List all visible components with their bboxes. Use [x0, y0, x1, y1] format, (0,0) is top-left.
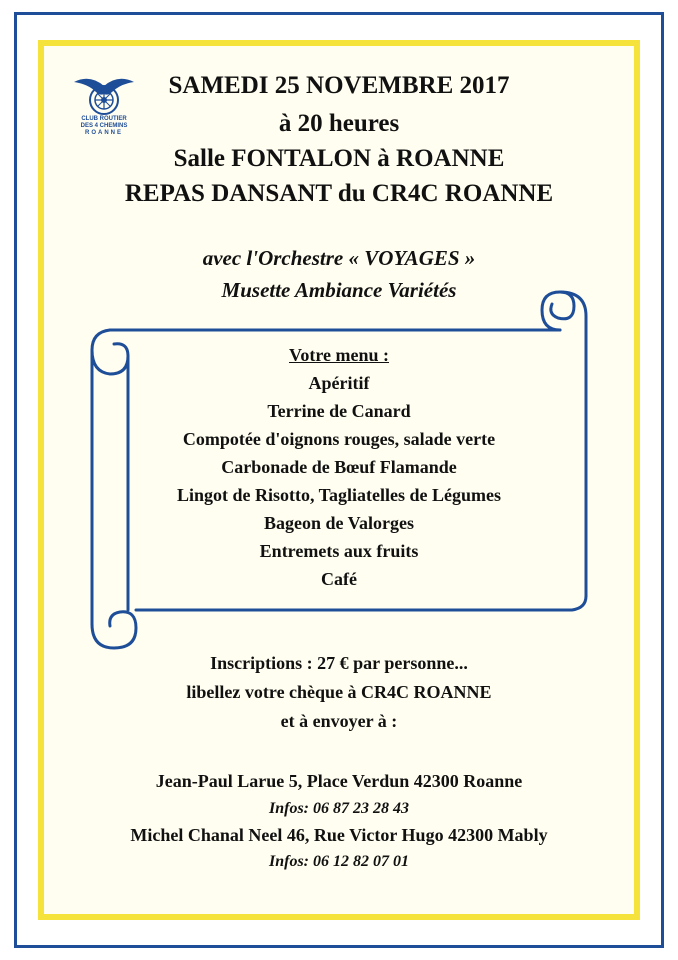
contact-address: Michel Chanal Neel 46, Rue Victor Hugo 42300 Mably: [130, 825, 548, 845]
band-name: avec l'Orchestre « VOYAGES »: [202, 246, 476, 270]
logo-text-line3: ROANNE: [84, 130, 123, 136]
event-time: à 20 heures: [278, 110, 400, 137]
menu-item: Café: [321, 569, 357, 589]
band-styles: Musette Ambiance Variétés: [221, 278, 457, 302]
logo-text-line1: CLUB ROUTIER: [81, 116, 127, 122]
menu-item: Bageon de Valorges: [263, 513, 414, 533]
event-title: REPAS DANSANT du CR4C ROANNE: [124, 180, 554, 207]
menu-title: Votre menu :: [289, 345, 389, 365]
event-venue: Salle FONTALON à ROANNE: [173, 145, 505, 172]
menu-item: Terrine de Canard: [267, 401, 411, 421]
registration-send: et à envoyer à :: [280, 711, 398, 731]
registration-cheque: libellez votre chèque à CR4C ROANNE: [186, 682, 492, 702]
menu-item: Entremets aux fruits: [259, 541, 419, 561]
menu-item: Carbonade de Bœuf Flamande: [221, 457, 457, 477]
contact-phone: Infos: 06 12 82 07 01: [268, 853, 409, 870]
contact-phone: Infos: 06 87 23 28 43: [268, 800, 409, 817]
logo-text-line2: DES 4 CHEMINS: [80, 123, 128, 129]
menu-item: Lingot de Risotto, Tagliatelles de Légumes: [176, 485, 501, 505]
menu-item: Compotée d'oignons rouges, salade verte: [182, 429, 496, 449]
contact-address: Jean-Paul Larue 5, Place Verdun 42300 Roanne: [155, 771, 523, 791]
menu-item: Apéritif: [308, 373, 370, 393]
event-date: SAMEDI 25 NOVEMBRE 2017: [168, 72, 510, 99]
registration-price: Inscriptions : 27 € par personne...: [210, 653, 468, 673]
